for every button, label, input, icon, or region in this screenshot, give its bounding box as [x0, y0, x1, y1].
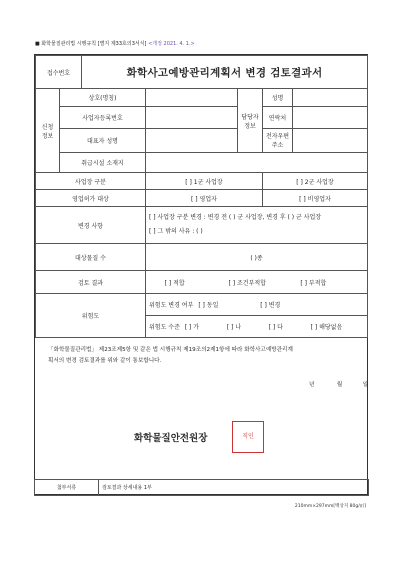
business-target-label: 영업허가 대상 [36, 190, 146, 207]
form-title: 화학사고예방관리계획서 변경 검토결과서 [82, 56, 368, 89]
risk-level-row [146, 316, 368, 338]
notice-line-2: 획서의 변경 검토결과를 위와 같이 통보합니다. [48, 358, 162, 364]
email-field[interactable] [293, 129, 368, 153]
name-label: 성명 [263, 89, 293, 107]
review-result-label: 검토 결과 [36, 271, 146, 294]
review-option-fail[interactable]: [ ] 부적합 [300, 279, 327, 287]
review-option-conditional[interactable]: [ ] 조건부적합 [228, 279, 266, 287]
revision-date: <개정 2021. 4. 1.> [148, 41, 195, 47]
issuer-name: 화학물질안전원장 [134, 433, 208, 444]
business-target-option-2[interactable]: [ ] 비영업자 [263, 190, 368, 207]
notice-line-1: 「화학물질관리법」 제23조제5항 및 같은 법 시행규칙 제19조의2제1항에 따라 화학사고예방관리계 [48, 347, 293, 353]
substance-count-field[interactable]: ( )종 [146, 244, 368, 271]
manager-info-label: 담당자 정보 [238, 89, 263, 153]
form-table [35, 55, 368, 338]
square-bullet-icon: ■ [35, 41, 40, 47]
attachment-value: 검토결과 상세내용 1부 [99, 480, 369, 496]
risk-level-ga[interactable]: [ ] 가 [184, 324, 200, 331]
representative-label: 대표자 성명 [60, 129, 146, 153]
site-type-option-2[interactable]: [ ] 2군 사업장 [263, 173, 368, 190]
applicant-info-label: 신청 정보 [36, 89, 60, 173]
review-result-options [146, 271, 368, 294]
receipt-no-label: 접수번호 [36, 56, 82, 89]
company-name-label: 상호(명칭) [60, 89, 146, 107]
notice-date [34, 380, 368, 388]
date-year: 년 [309, 382, 315, 388]
email-label: 전자우편 주소 [263, 129, 293, 153]
business-no-label: 사업자등록번호 [60, 107, 146, 129]
name-field[interactable] [293, 89, 368, 107]
site-type-label: 사업장 구분 [36, 173, 146, 190]
risk-change-changed[interactable]: [ ] 변경 [260, 302, 281, 309]
change-option-other[interactable]: [ ] 그 밖의 사유 : ( ) [149, 228, 203, 235]
risk-label: 위험도 [36, 294, 146, 338]
change-detail [146, 207, 368, 244]
substance-count-label: 대상물질 수 [36, 244, 146, 271]
attachment-row [34, 479, 368, 496]
representative-field[interactable] [146, 129, 238, 153]
risk-level-none[interactable]: [ ] 해당없음 [310, 324, 343, 331]
review-option-pass[interactable]: [ ] 적합 [164, 279, 185, 287]
issuer-block [34, 420, 368, 454]
risk-change-row [146, 294, 368, 316]
date-month: 월 [336, 382, 343, 388]
date-day: 일 [362, 382, 368, 388]
risk-level-na[interactable]: [ ] 나 [226, 324, 242, 331]
risk-level-prefix: 위험도 수준 [149, 324, 180, 331]
notice-text [34, 345, 368, 367]
paper-spec: 210mm×297mm[백상지 80g/㎡] [294, 504, 366, 509]
contact-label: 연락처 [263, 107, 293, 129]
law-reference: 화학물질관리법 시행규칙 [별지 제33호의3서식] [41, 41, 147, 47]
facility-address-label: 취급시설 소재지 [60, 153, 146, 173]
risk-level-da[interactable]: [ ] 다 [268, 324, 283, 331]
risk-change-same[interactable]: [ ] 동일 [198, 302, 219, 309]
business-target-option-1[interactable]: [ ] 영업자 [146, 190, 263, 207]
risk-change-prefix: 위험도 변경 여부 [149, 302, 194, 309]
change-label: 변경 사항 [36, 207, 146, 244]
form-header [35, 40, 195, 47]
company-name-field[interactable] [146, 89, 238, 107]
official-seal: 직인 [232, 421, 264, 453]
business-no-field[interactable] [146, 107, 238, 129]
attachment-label: 첨부서류 [35, 480, 99, 496]
contact-field[interactable] [293, 107, 368, 129]
change-option-site-type[interactable]: [ ] 사업장 구분 변경 : 변경 전 ( ) 군 사업장, 변경 후 ( ) 군 사업장 [149, 214, 322, 221]
facility-address-field[interactable] [146, 153, 368, 173]
site-type-option-1[interactable]: [ ] 1군 사업장 [146, 173, 263, 190]
